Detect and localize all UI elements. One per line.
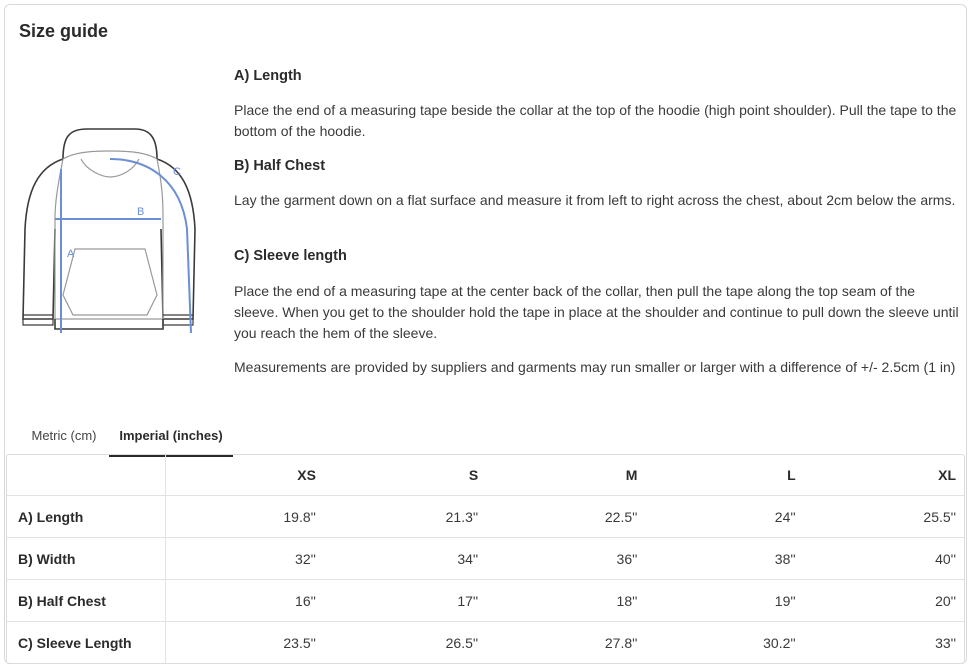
table-row [7,622,964,664]
size-header-xl: XL [798,455,964,496]
table-cell: 36'' [478,538,637,580]
size-guide-card [4,4,967,664]
chest-text: Lay the garment down on a flat surface and measure it from left to right across the chest, about 2cm below the arms. [234,192,956,208]
table-cell: 16'' [165,580,322,622]
table-row [7,496,964,538]
chest-heading: B) Half Chest [234,158,326,174]
table-row [7,580,964,622]
row-label: A) Length [7,496,165,538]
tab-imperial[interactable]: Imperial (inches) [109,423,233,457]
table-cell: 32'' [165,538,322,580]
table-cell: 38'' [637,538,797,580]
hoodie-illustration [17,119,199,339]
length-text: Place the end of a measuring tape beside the collar at the top of the hoodie (high point shoulder). Pull the tape to the bottom of the hoodie. [234,102,957,139]
sleeve-heading: C) Sleeve length [234,248,347,264]
table-header-row [7,455,964,496]
label-c: C [173,166,181,178]
table-cell: 18'' [478,580,637,622]
table-cell: 21.3'' [322,496,478,538]
size-header-s: S [322,455,478,496]
measurement-note: Measurements are provided by suppliers and garments may run smaller or larger with a difference of +/- 2.5cm (1 in) [234,359,956,375]
table-corner [7,455,165,496]
row-label: B) Width [7,538,165,580]
table-cell: 17'' [322,580,478,622]
table-cell: 23.5'' [283,634,316,651]
sleeve-text: Place the end of a measuring tape at the center back of the collar, then pull the tape along the top seam of the sleeve. When you get to the shoulder hold the tape in place at the shoulder and continue to pull down the sleeve until you reach the hem of the sleeve. [234,283,959,341]
table-cell: 34'' [322,538,478,580]
table-cell: 24'' [637,496,797,538]
row-label: B) Half Chest [7,580,165,622]
table-cell: 19'' [637,580,797,622]
table-cell: 20'' [798,580,964,622]
table-cell: 25.5'' [798,496,964,538]
size-header-xs: XS [165,455,322,496]
label-b: B [137,206,145,218]
table-cell: 27.8'' [604,634,638,651]
table-cell: 40'' [798,538,964,580]
hoodie-diagram [17,119,199,339]
length-heading: A) Length [234,68,302,84]
table-cell: 19.8'' [165,496,322,538]
table-row [7,538,964,580]
size-header-l: L [637,455,797,496]
table-cell: 33'' [935,634,956,651]
row-label: C) Sleeve Length [7,622,165,664]
table-cell: 22.5'' [478,496,637,538]
label-a: A [67,248,75,260]
table-cell: 26.5'' [445,634,479,651]
size-header-m: M [478,455,637,496]
size-table [6,454,965,664]
page-title: Size guide [19,21,109,41]
table-cell: 30.2'' [763,634,796,651]
tab-metric[interactable]: Metric (cm) [31,428,97,443]
